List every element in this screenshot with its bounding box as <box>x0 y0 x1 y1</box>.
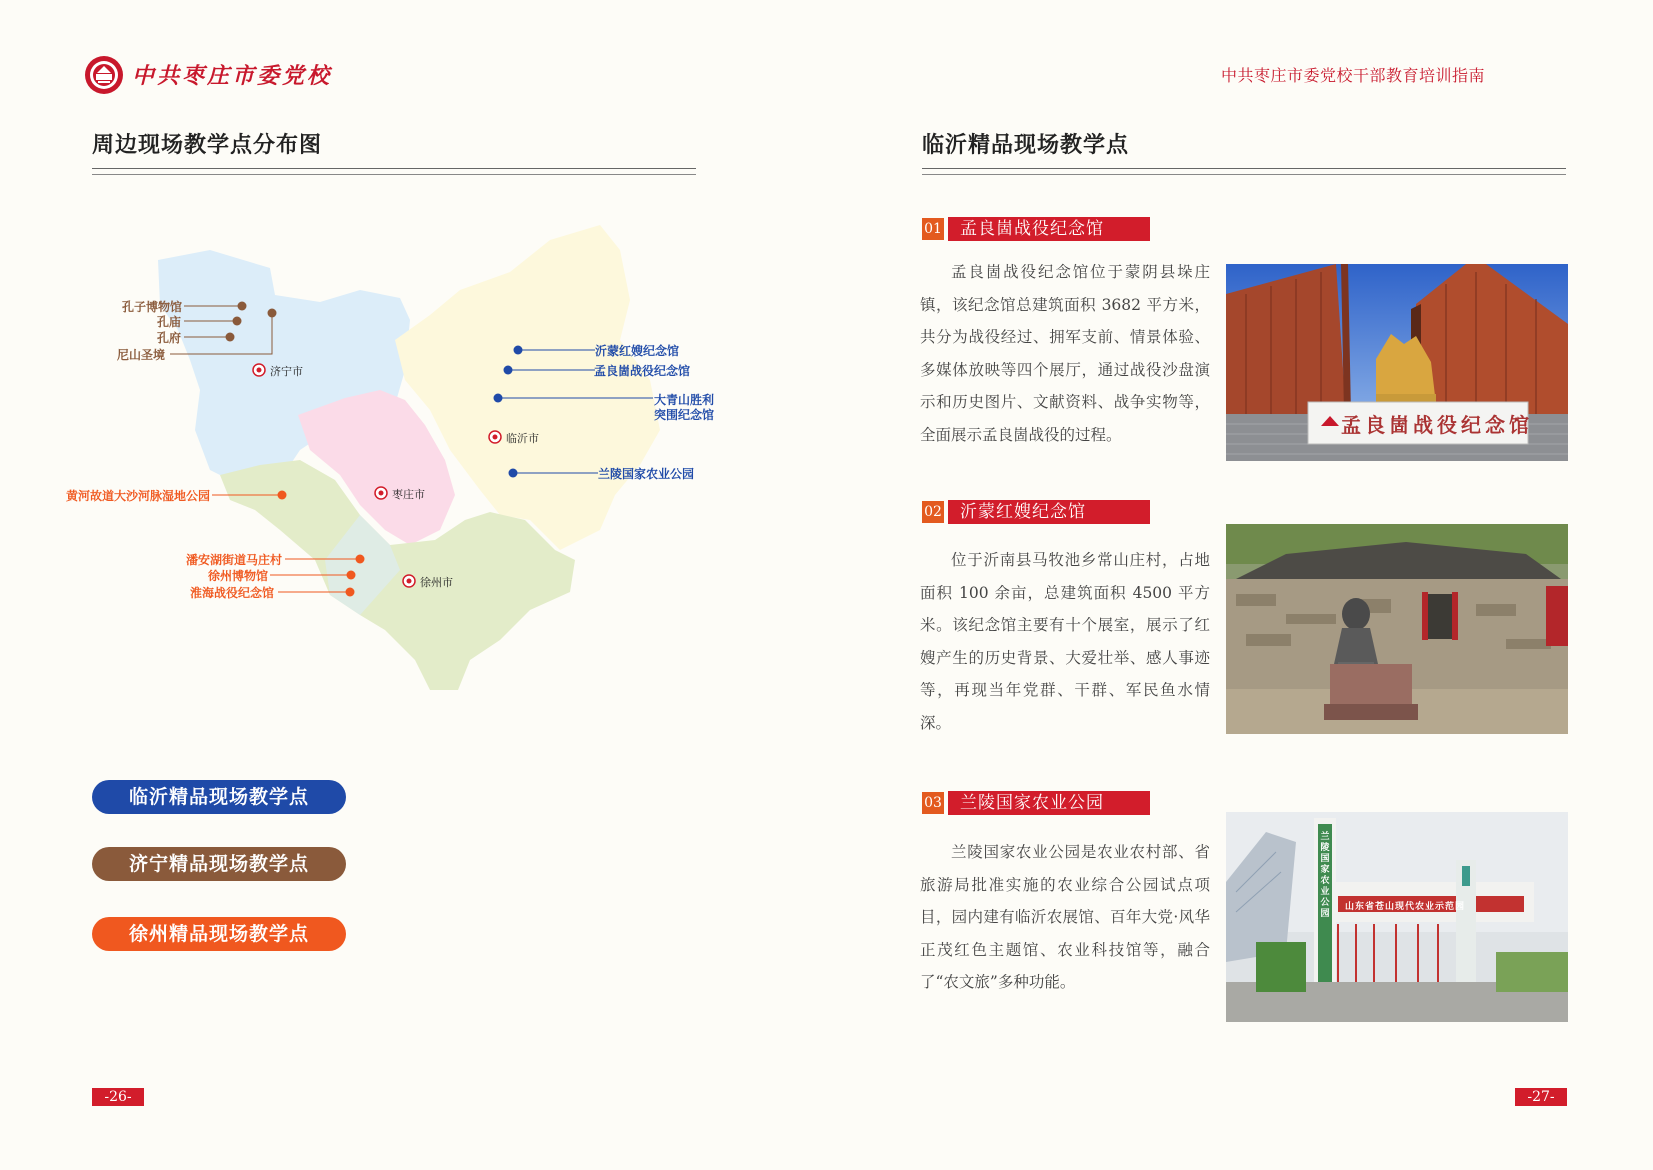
city-label-xuzhou: 徐州市 <box>420 576 453 589</box>
photo-sign-menglianggu: 孟良崮战役纪念馆 <box>1341 413 1533 437</box>
photo-sign-lanling: 山东省苍山现代农业示范园 <box>1345 902 1466 912</box>
pin-label-mazhuang-village: 潘安湖街道马庄村 <box>186 553 283 567</box>
entry-number: 02 <box>922 501 944 523</box>
party-school-logo-icon <box>84 55 124 95</box>
entry-text-lanling: 兰陵国家农业公园是农业农村部、省旅游局批准实施的农业综合公园试点项目，园内建有临沂农展馆、百年大党·风华正茂红色主题馆、农业科技馆等，融合了“农文旅”多种功能。 <box>920 843 1210 991</box>
city-label-linyi: 临沂市 <box>506 432 539 445</box>
pin-label-huaihai-memorial: 淮海战役纪念馆 <box>190 586 275 600</box>
pin-label-xuzhou-museum: 徐州博物馆 <box>208 569 269 583</box>
pin-label-yellow-river-wetland: 黄河故道大沙河脉湿地公园 <box>66 489 211 503</box>
entry-title-hongsao: 沂蒙红嫂纪念馆 <box>948 500 1150 524</box>
pin-label-menglianggu-memorial: 孟良崮战役纪念馆 <box>594 364 691 378</box>
linyi-section-divider <box>922 168 1566 175</box>
guide-title: 中共枣庄市委党校干部教育培训指南 <box>1220 66 1485 85</box>
pin-label-nishan: 尼山圣境 <box>117 348 166 362</box>
pin-label-confucius-temple: 孔庙 <box>157 315 182 329</box>
pin-label-daqingshan-2: 突围纪念馆 <box>654 408 715 422</box>
linyi-section-title: 临沂精品现场教学点 <box>922 132 1130 158</box>
teaching-sites-map <box>60 220 780 740</box>
pin-label-hongsao-memorial: 沂蒙红嫂纪念馆 <box>595 344 680 358</box>
legend-jining: 济宁精品现场教学点 <box>92 847 346 881</box>
legend-xuzhou: 徐州精品现场教学点 <box>92 917 346 951</box>
entry-title-menglianggu: 孟良崮战役纪念馆 <box>948 217 1150 241</box>
entry-number: 03 <box>922 792 944 814</box>
map-section-divider <box>92 168 696 175</box>
entry-title-lanling: 兰陵国家农业公园 <box>948 791 1150 815</box>
entry-text-menglianggu: 孟良崮战役纪念馆位于蒙阴县垛庄镇，该纪念馆总建筑面积 3682 平方米，共分为战役经过、拥军支前、情景体验、多媒体放映等四个展厅，通过战役沙盘演示和历史图片、文献资料、战争实物等，全面展示孟良崮战役的过程。 <box>920 263 1210 444</box>
page-number-right: -27- <box>1515 1088 1567 1106</box>
pin-label-lanling-park: 兰陵国家农业公园 <box>598 467 695 481</box>
page-number-left: -26- <box>92 1088 144 1106</box>
city-label-jining: 济宁市 <box>270 365 303 378</box>
city-label-zaozhuang: 枣庄市 <box>392 488 425 501</box>
map-section-title: 周边现场教学点分布图 <box>92 132 323 158</box>
entry-number: 01 <box>922 218 944 240</box>
photo-hongsao-memorial <box>1226 524 1568 734</box>
entry-text-hongsao: 位于沂南县马牧池乡常山庄村，占地面积 100 余亩，总建筑面积 4500 平方米。该纪念馆主要有十个展室，展示了红嫂产生的历史背景、大爱壮举、感人事迹等，再现当年党群、干群、军民鱼水情深。 <box>920 551 1210 732</box>
pin-label-confucius-mansion: 孔府 <box>157 331 182 345</box>
legend-linyi: 临沂精品现场教学点 <box>92 780 346 814</box>
photo-lanling-park <box>1226 812 1568 1022</box>
logo-text: 中共枣庄市委党校 <box>132 63 333 89</box>
photo-sign-lanling-vertical: 兰陵国家农业公园 <box>1320 832 1330 919</box>
pin-label-confucius-museum: 孔子博物馆 <box>122 300 183 314</box>
photo-menglianggu-memorial <box>1226 264 1568 461</box>
pin-label-daqingshan-1: 大青山胜利 <box>654 393 715 407</box>
